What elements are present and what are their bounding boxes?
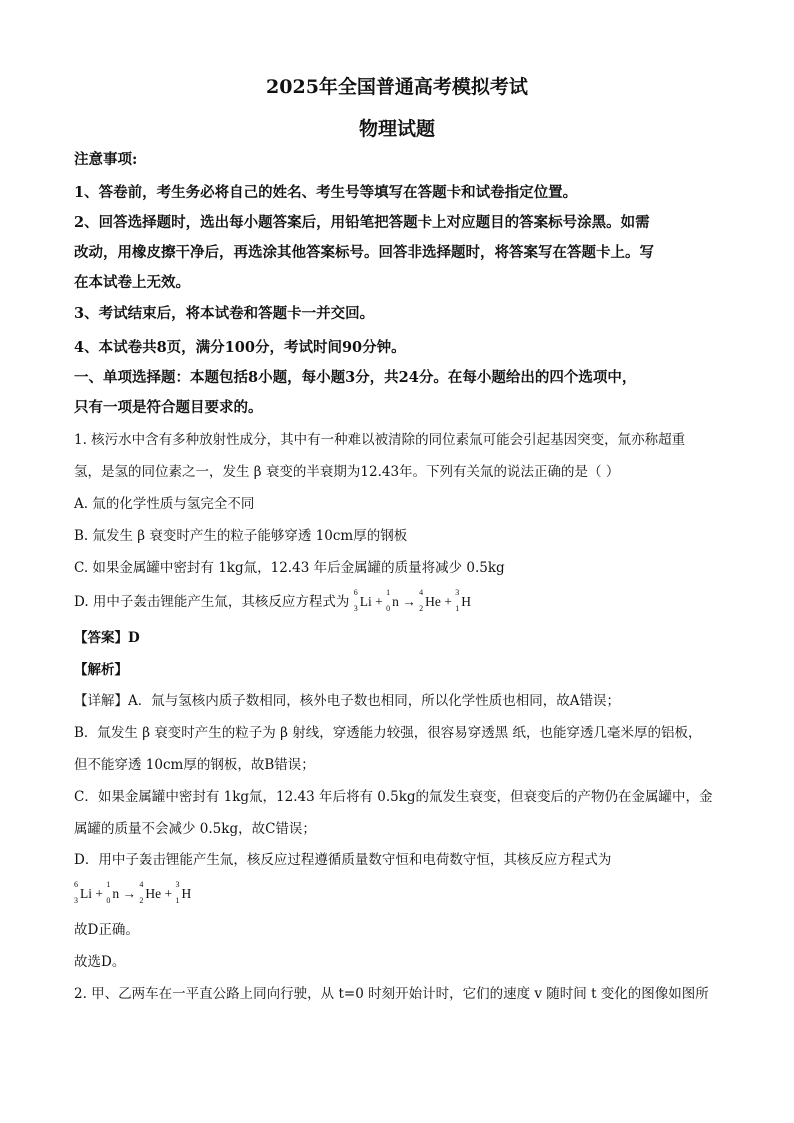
- section-heading-line-1: 一、单项选择题：本题包括8小题，每小题3分，共24分。在每小题给出的四个选项中，: [74, 369, 637, 386]
- exam-subtitle: 物理试题: [358, 118, 435, 140]
- q1-detail-line-5: 属罐的质量不会减少 0.5kg，故C错误；: [74, 821, 316, 837]
- q1-option-c: C. 如果金属罐中密封有 1kg氚，12.43 年后金属罐的质量将减少 0.5kg: [74, 560, 505, 576]
- q1-option-b: B. 氚发生 β 衰变时产生的粒子能够穿透 10cm厚的钢板: [74, 528, 408, 544]
- nuclear-equation-option-d: 6 3 Li + 1 0 n → 4 2 He + 3 1 H: [353, 588, 471, 613]
- notice-heading: 注意事项:: [74, 151, 138, 168]
- q1-detail-line-3: 但不能穿透 10cm厚的钢板，故B错误；: [74, 757, 315, 773]
- q1-stem-line-1: 1. 核污水中含有多种放射性成分，其中有一种难以被清除的同位素氚可能会引起基因突变，氚亦称超重: [74, 432, 686, 448]
- q1-detail-line-6: D．用中子轰击锂能产生氚，核反应过程遵循质量数守恒和电荷数守恒，其核反应方程式为: [74, 852, 612, 868]
- q1-stem-line-2: 氢，是氢的同位素之一，发生 β 衰变的半衰期为12.43年。下列有关氚的说法正确的是（ ）: [74, 464, 620, 480]
- q2-stem-line-1: 2. 甲、乙两车在一平直公路上同向行驶，从 t=0 时刻开始计时，它们的速度 v 随时间 t 变化的图像如图所: [74, 986, 709, 1002]
- q1-detail-line-1: 【详解】A．氚与氢核内质子数相同，核外电子数也相同，所以化学性质也相同，故A错误；: [74, 693, 620, 709]
- nuclear-equation-detail: 6 3 Li + 1 0 n → 4 2 He + 3 1 H: [74, 880, 192, 905]
- exam-title: 2025年全国普通高考模拟考试: [266, 76, 528, 98]
- notice-item-2-line-1: 2、回答选择题时，选出每小题答案后，用铅笔把答题卡上对应题目的答案标号涂黑。如需: [74, 214, 650, 231]
- q1-option-d-text: D. 用中子轰击锂能产生氚，其核反应方程式为: [74, 594, 350, 610]
- notice-item-1: 1、答卷前，考生务必将自己的姓名、考生号等填写在答题卡和试卷指定位置。: [74, 184, 578, 201]
- notice-item-3: 3、考试结束后，将本试卷和答题卡一并交回。: [74, 305, 375, 322]
- q1-detail-line-4: C．如果金属罐中密封有 1kg氚，12.43 年后将有 0.5kg的氚发生衰变，但衰变后的产物仍在金属罐中，金: [74, 789, 713, 805]
- q1-detail-line-7: 故D正确。: [74, 922, 139, 938]
- q1-detail-line-2: B．氚发生 β 衰变时产生的粒子为 β 射线，穿透能力较强，很容易穿透黑 纸，也能穿透几毫米厚的铝板，: [74, 725, 702, 741]
- q1-conclusion: 故选D。: [74, 954, 126, 970]
- q1-analysis-label: 【解析】: [74, 662, 128, 678]
- section-heading-line-2: 只有一项是符合题目要求的。: [74, 399, 263, 416]
- q1-answer: 【答案】D: [74, 630, 140, 646]
- notice-item-4: 4、本试卷共8页，满分100分，考试时间90分钟。: [74, 339, 406, 356]
- notice-item-2-line-2: 改动，用橡皮擦干净后，再选涂其他答案标号。回答非选择题时，将答案写在答题卡上。写: [74, 244, 654, 261]
- q1-option-d: [74, 588, 724, 613]
- notice-item-2-line-3: 在本试卷上无效。: [74, 274, 190, 291]
- q1-option-a: A. 氚的化学性质与氢完全不同: [74, 496, 255, 512]
